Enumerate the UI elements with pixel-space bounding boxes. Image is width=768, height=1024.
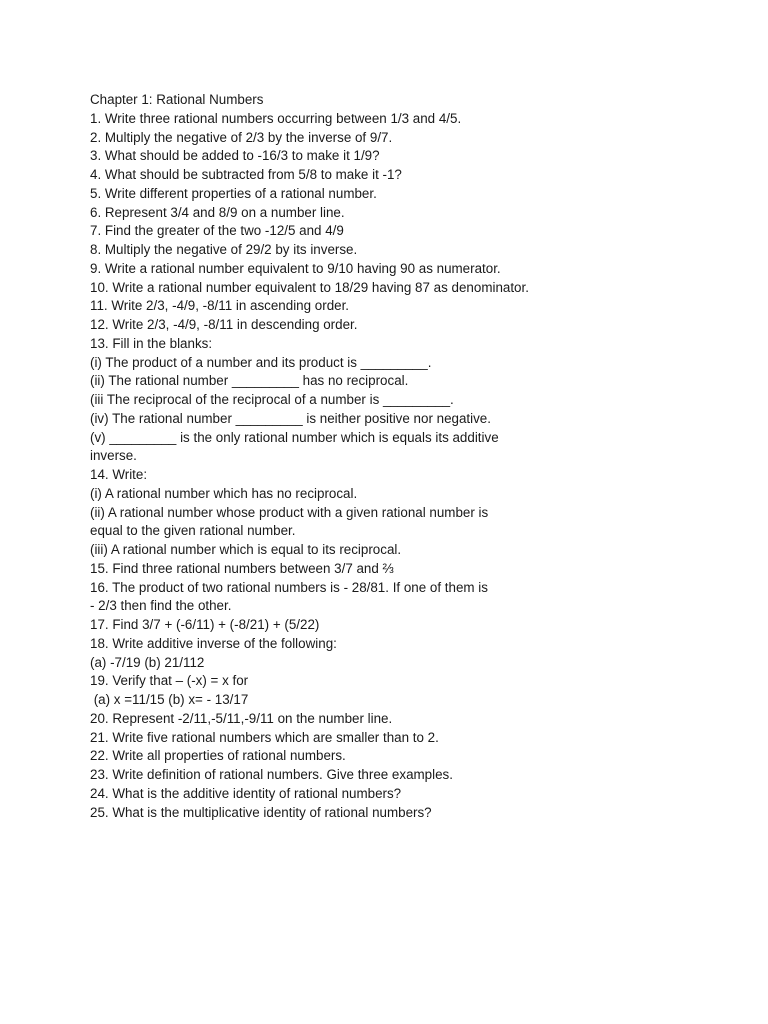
question-19: 19. Verify that – (-x) = x for	[90, 673, 249, 689]
question-8: 8. Multiply the negative of 29/2 by its inverse.	[90, 242, 358, 257]
question-14: 14. Write:	[90, 467, 148, 482]
question-4: 4. What should be subtracted from 5/8 to make it -1?	[90, 167, 402, 182]
question-22: 22. Write all properties of rational numbers.	[90, 748, 346, 764]
question-12: 12. Write 2/3, -4/9, -8/11 in descending order.	[90, 317, 358, 332]
question-17: 17. Find 3/7 + (-6/11) + (-8/21) + (5/22)	[90, 617, 320, 632]
question-11: 11. Write 2/3, -4/9, -8/11 in ascending order.	[90, 298, 350, 314]
question-2: 2. Multiply the negative of 2/3 by the inverse of 9/7.	[90, 129, 393, 145]
question-21: 21. Write five rational numbers which are smaller than to 2.	[90, 729, 439, 745]
document-page	[90, 91, 730, 822]
question-16-continued: - 2/3 then find the other.	[90, 598, 232, 614]
question-9: 9. Write a rational number equivalent to 9/10 having 90 as numerator.	[90, 260, 501, 276]
question-13-part-iv: (iv) The rational number _________ is neither positive nor negative.	[90, 410, 491, 426]
question-3: 3. What should be added to -16/3 to make it 1/9?	[90, 148, 380, 164]
question-18: 18. Write additive inverse of the following:	[90, 635, 337, 651]
question-24: 24. What is the additive identity of rational numbers?	[90, 785, 402, 801]
question-14-part-ii: (ii) A rational number whose product with a given rational number is	[90, 504, 489, 520]
question-14-part-i: (i) A rational number which has no reciprocal.	[90, 485, 358, 501]
question-13-part-i: (i) The product of a number and its product is _________.	[90, 354, 432, 370]
question-15: 15. Find three rational numbers between 3/7 and ⅔	[90, 560, 394, 576]
question-16: 16. The product of two rational numbers is - 28/81. If one of them is	[90, 579, 488, 595]
question-6: 6. Represent 3/4 and 8/9 on a number line.	[90, 204, 345, 220]
question-13-part-v-continued: inverse.	[90, 448, 137, 464]
question-1: 1. Write three rational numbers occurring between 1/3 and 4/5.	[90, 110, 462, 126]
question-18-options: (a) -7/19 (b) 21/112	[90, 654, 205, 670]
question-13-part-ii: (ii) The rational number _________ has no reciprocal.	[90, 373, 409, 389]
chapter-title: Chapter 1: Rational Numbers	[90, 92, 264, 107]
question-25: 25. What is the multiplicative identity of rational numbers?	[90, 804, 432, 820]
question-5: 5. Write different properties of a rational number.	[90, 185, 377, 201]
question-7: 7. Find the greater of the two -12/5 and 4/9	[90, 223, 344, 239]
question-14-part-ii-continued: equal to the given rational number.	[90, 523, 296, 539]
question-20: 20. Represent -2/11,-5/11,-9/11 on the number line.	[90, 710, 393, 726]
question-13: 13. Fill in the blanks:	[90, 335, 213, 351]
question-14-part-iii: (iii) A rational number which is equal to its reciprocal.	[90, 542, 402, 557]
question-13-part-v: (v) _________ is the only rational number which is equals its additive	[90, 429, 499, 445]
question-19-options: (a) x =11/15 (b) x= - 13/17	[90, 692, 249, 707]
question-10: 10. Write a rational number equivalent to 18/29 having 87 as denominator.	[90, 279, 529, 295]
question-23: 23. Write definition of rational numbers. Give three examples.	[90, 767, 453, 782]
question-13-part-iii: (iii The reciprocal of the reciprocal of a number is _________.	[90, 392, 454, 407]
